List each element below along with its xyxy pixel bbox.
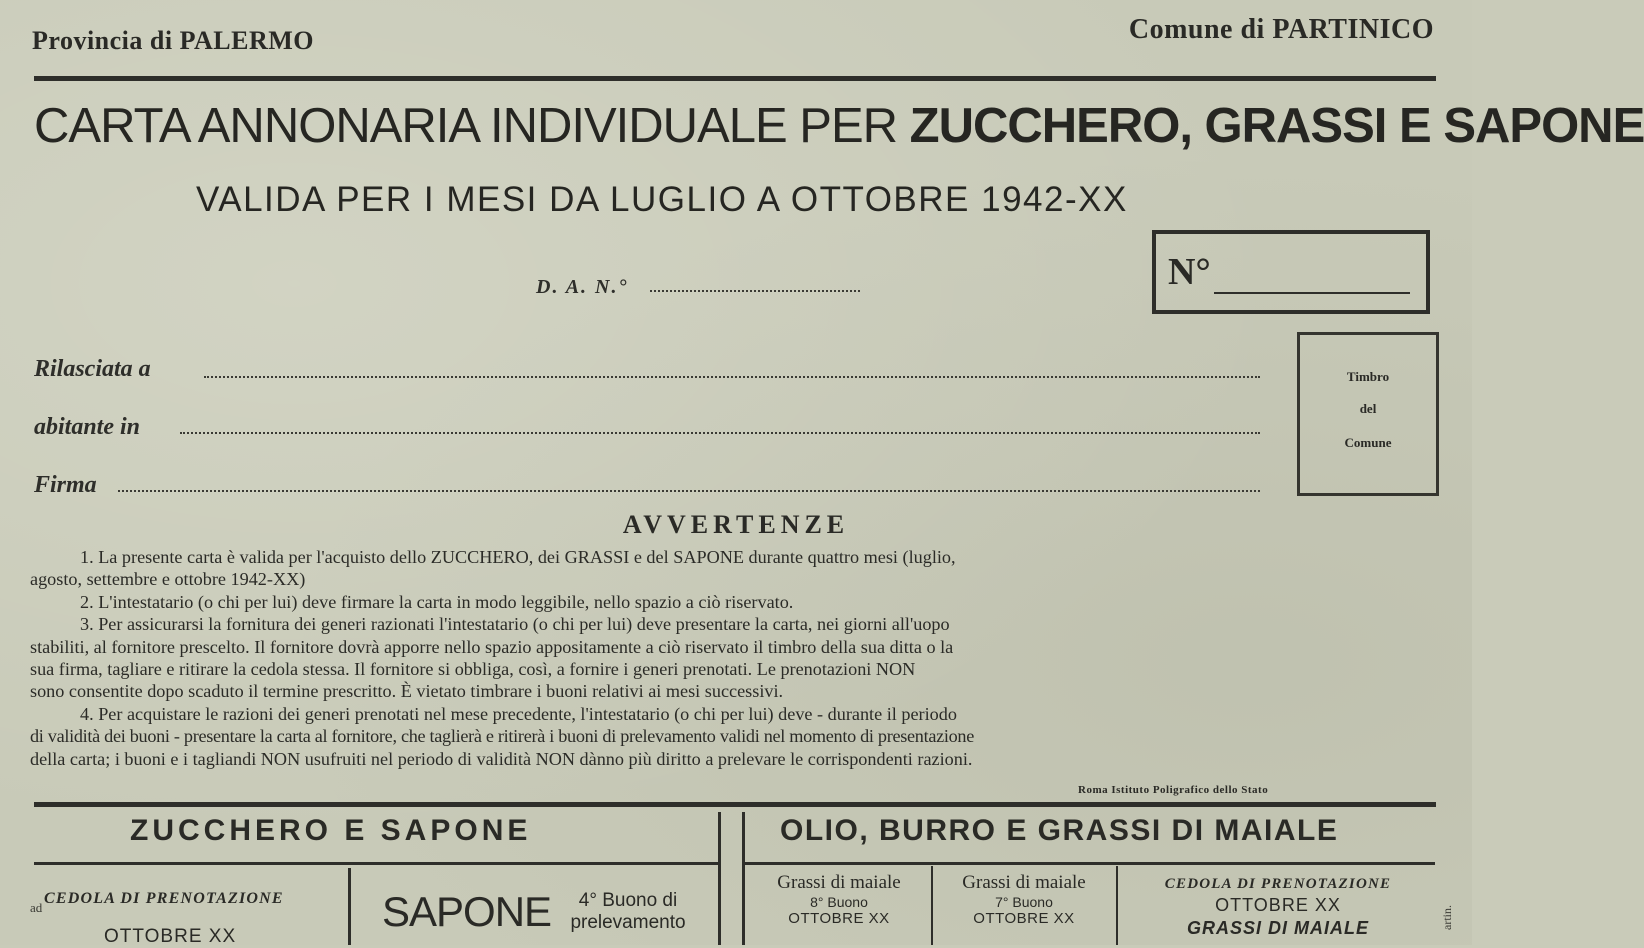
avvertenze-text [30, 546, 1442, 770]
right-cedola-item: GRASSI DI MAIALE [1186, 918, 1369, 938]
avvertenze-line: stabiliti, al fornitore prescelto. Il fornitore dovrà apporre nello spazio appositamente a ciò riservato il timbro della sua ditta o la [30, 636, 954, 657]
right-coupon-rule [745, 862, 1435, 865]
avvertenze-line: 1. La presente carta è valida per l'acquisto dello ZUCCHERO, dei GRASSI e del SAPONE durante quattro mesi (luglio, [80, 547, 956, 567]
number-line [1214, 292, 1410, 294]
grassi-8-title: Grassi di maiale [777, 872, 901, 893]
coupon-divider [718, 812, 721, 945]
buono-4 [548, 890, 708, 934]
grassi-7-buono: 7° Buono [995, 894, 1053, 910]
coupon-cut-line [348, 868, 351, 945]
printer-credit: Roma Istituto Poligrafico dello Stato [1078, 784, 1269, 796]
comune-label: Comune di PARTINICO [1128, 14, 1434, 45]
card-title [34, 98, 1644, 154]
side-text-left: ad [30, 900, 43, 915]
avvertenze-line: agosto, settembre e ottobre 1942-XX) [30, 569, 306, 590]
right-cedola-month: OTTOBRE XX [1215, 895, 1341, 915]
abitante-line [180, 432, 1260, 434]
avvertenze-line: di validità dei buoni - presentare la carta al fornitore, che taglierà e ritirerà i buoni di prelevamento validi nel momento di presentazione [30, 726, 974, 747]
cedola-label: CEDOLA DI PRENOTAZIONE [44, 890, 284, 907]
avvertenze-line: 2. L'intestatario (o chi per lui) deve firmare la carta in modo leggibile, nello spazio a ciò riservato. [80, 591, 794, 612]
header-rule [34, 76, 1436, 81]
dan-label: D. A. N.° [536, 276, 629, 298]
avvertenze-line: 4. Per acquistare le razioni dei generi prenotati nel mese precedente, l'intestatario (o chi per lui) deve - durante il periodo [80, 703, 957, 724]
firma-label: Firma [34, 472, 97, 498]
right-cedola-label: CEDOLA DI PRENOTAZIONE [1164, 876, 1392, 892]
coupon-rule [34, 802, 1436, 807]
cedola-month: OTTOBRE XX [104, 926, 237, 947]
right-coupon-heading: OLIO, BURRO E GRASSI DI MAIALE [780, 814, 1339, 847]
card-title-goods: ZUCCHERO, GRASSI E SAPONE [909, 99, 1644, 153]
coupon-cut-line [931, 866, 933, 945]
buono-4-line-2: prelevamento [570, 912, 686, 933]
validity-line: VALIDA PER I MESI DA LUGLIO A OTTOBRE 1942-XX [196, 180, 1128, 219]
abitante-label: abitante in [34, 414, 141, 440]
grassi-8-month: OTTOBRE XX [788, 910, 890, 927]
left-coupon-heading: ZUCCHERO E SAPONE [130, 814, 532, 847]
rilasciata-label: Rilasciata a [34, 356, 151, 382]
side-text-right: artin. [1440, 905, 1454, 930]
stamp-line-2: del [1359, 401, 1377, 416]
avvertenze-line: sono consentite dopo scaduto il termine prescritto. È vietato timbrare i buoni relativi ai mesi successivi. [30, 681, 784, 702]
grassi-7-title: Grassi di maiale [962, 872, 1086, 893]
grassi-8-coupon [748, 872, 930, 928]
card-title-prefix: CARTA ANNONARIA INDIVIDUALE PER [34, 99, 910, 153]
grassi-7-month: OTTOBRE XX [973, 910, 1075, 927]
avvertenze-line: della carta; i buoni e i tagliandi NON usufruiti nel periodo di validità NON dànno più diritto a prelevare le corrispondenti razioni. [30, 748, 973, 769]
avvertenze-heading: AVVERTENZE [622, 510, 850, 539]
stamp-box [1297, 332, 1439, 496]
number-label: N° [1168, 251, 1211, 293]
right-cedola-coupon [1120, 876, 1436, 939]
stamp-line-1: Timbro [1346, 369, 1390, 384]
province-label: Provincia di PALERMO [32, 26, 315, 55]
firma-line [118, 490, 1260, 492]
grassi-7-coupon [934, 872, 1114, 928]
avvertenze-line: 3. Per assicurarsi la fornitura dei generi razionati l'intestatario (o chi per lui) deve presentare la carta, nei giorni all'uopo [80, 614, 950, 635]
grassi-8-buono: 8° Buono [810, 894, 868, 910]
left-coupon-rule [34, 862, 718, 865]
buono-4-line-1: 4° Buono di [578, 890, 678, 911]
dan-line [650, 290, 860, 292]
stamp-line-3: Comune [1344, 435, 1392, 450]
number-box [1152, 230, 1430, 314]
avvertenze-line: sua firma, tagliare e ritirare la cedola stessa. Il fornitore si obbliga, così, a fornire i generi prenotati. Le prenotazioni NON [30, 659, 916, 680]
rilasciata-line [204, 376, 1260, 378]
coupon-cut-line [1116, 866, 1118, 945]
sapone-label: SAPONE [382, 888, 552, 935]
coupon-divider [742, 812, 745, 945]
